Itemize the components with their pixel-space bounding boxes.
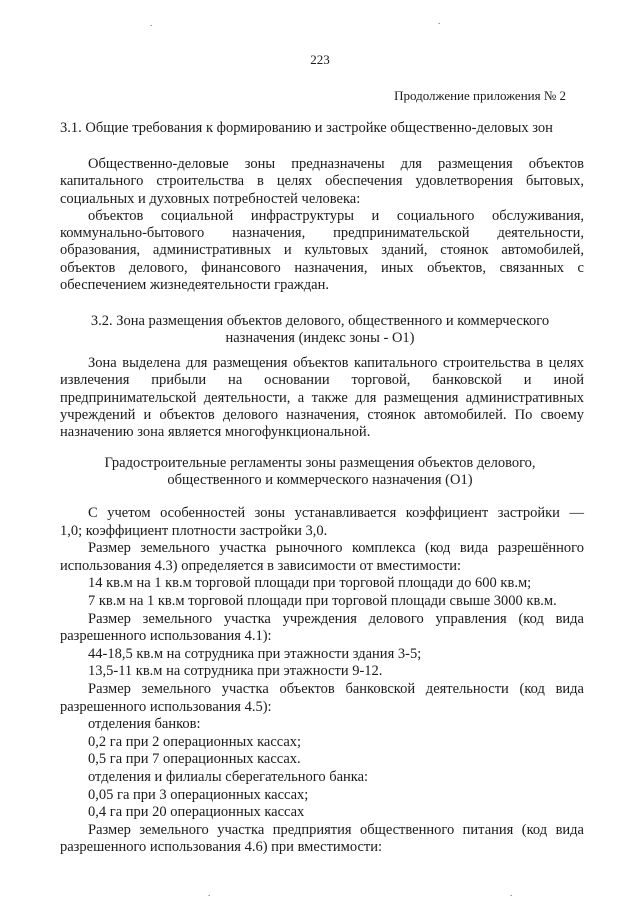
- scan-speck: .: [208, 888, 211, 898]
- regulations-title-line2: общественного и коммерческого назначения (О1): [167, 472, 473, 488]
- section-3-1-title: 3.1. Общие требования к формированию и застройке общественно-деловых зон: [60, 120, 553, 136]
- section-3-2-title: [60, 313, 580, 347]
- regulation-line: использования 4.3) определяется в зависимости от вместимости:: [60, 557, 461, 574]
- scan-speck: .: [438, 16, 441, 26]
- regulation-line: 1,0; коэффициент плотности застройки 3,0.: [60, 522, 328, 539]
- regulation-line: 44-18,5 кв.м на сотрудника при этажности здания 3-5;: [88, 645, 422, 662]
- regulation-line: 13,5-11 кв.м на сотрудника при этажности 9-12.: [88, 663, 383, 680]
- regulations-body: [60, 505, 584, 857]
- page-number: 223: [310, 52, 330, 67]
- section-3-2-text: Зона выделена для размещения объектов капитального строительства в целях извлечения прибыли на основании торговой, банковской и иной предпринимательской деятельности, а также для размещения административных учреждений и объектов делового назначения, стоянок автомобилей. По своему назначению зона является многофункциональной.: [60, 355, 584, 441]
- section-3-1-body: [60, 156, 584, 294]
- regulation-line: 0,2 га при 2 операционных кассах;: [88, 733, 302, 750]
- regulation-line: отделения и филиалы сберегательного банка:: [88, 768, 369, 785]
- regulation-line: разрешенного использования 4.6) при вместимости:: [60, 839, 383, 856]
- section-3-1-intro: Общественно-деловые зоны предназначены для размещения объектов капитального строительства в целях обеспечения удовлетворения бытовых, социальных и духовных потребностей человека:: [60, 156, 584, 207]
- regulation-line: 7 кв.м на 1 кв.м торговой площади при торговой площади свыше 3000 кв.м.: [88, 592, 557, 609]
- section-3-2-body: [60, 355, 584, 441]
- regulation-line: отделения банков:: [88, 716, 201, 733]
- regulation-line: Размер земельного участка рыночного комплекса (код вида разрешённого: [88, 540, 584, 557]
- section-3-2-title-line2: назначения (индекс зоны - О1): [225, 330, 415, 346]
- regulation-line: 0,05 га при 3 операционных кассах;: [88, 786, 309, 803]
- regulation-line: Размер земельного участка учреждения делового управления (код вида: [88, 610, 584, 627]
- scan-speck: .: [150, 18, 153, 28]
- regulation-line: 0,4 га при 20 операционных кассах: [88, 804, 305, 821]
- regulations-title: [60, 455, 580, 489]
- regulation-line: разрешенного использования 4.5):: [60, 698, 272, 715]
- scan-speck: .: [510, 888, 513, 898]
- regulation-line: Размер земельного участка предприятия общественного питания (код вида: [88, 821, 584, 838]
- regulation-line: 0,5 га при 7 операционных кассах.: [88, 751, 301, 768]
- regulation-line: Размер земельного участка объектов банковской деятельности (код вида: [88, 680, 584, 697]
- regulation-line: 14 кв.м на 1 кв.м торговой площади при торговой площади до 600 кв.м;: [88, 575, 532, 592]
- regulations-title-line1: Градостроительные регламенты зоны размещения объектов делового,: [104, 455, 536, 471]
- appendix-note: Продолжение приложения № 2: [394, 88, 566, 103]
- section-3-2-title-line1: 3.2. Зона размещения объектов делового, общественного и коммерческого: [90, 313, 550, 329]
- regulation-line: С учетом особенностей зоны устанавливается коэффициент застройки —: [88, 505, 584, 521]
- regulation-line: разрешенного использования 4.1):: [60, 628, 272, 645]
- section-3-1-list: объектов социальной инфраструктуры и социального обслуживания, коммунально-бытового назначения, предпринимательской деятельности, образования, административных и культовых зданий, стоянок автомобилей, объектов делового, финансового назначения, иных объектов, связанных с обеспечением жизнедеятельности граждан.: [60, 207, 584, 294]
